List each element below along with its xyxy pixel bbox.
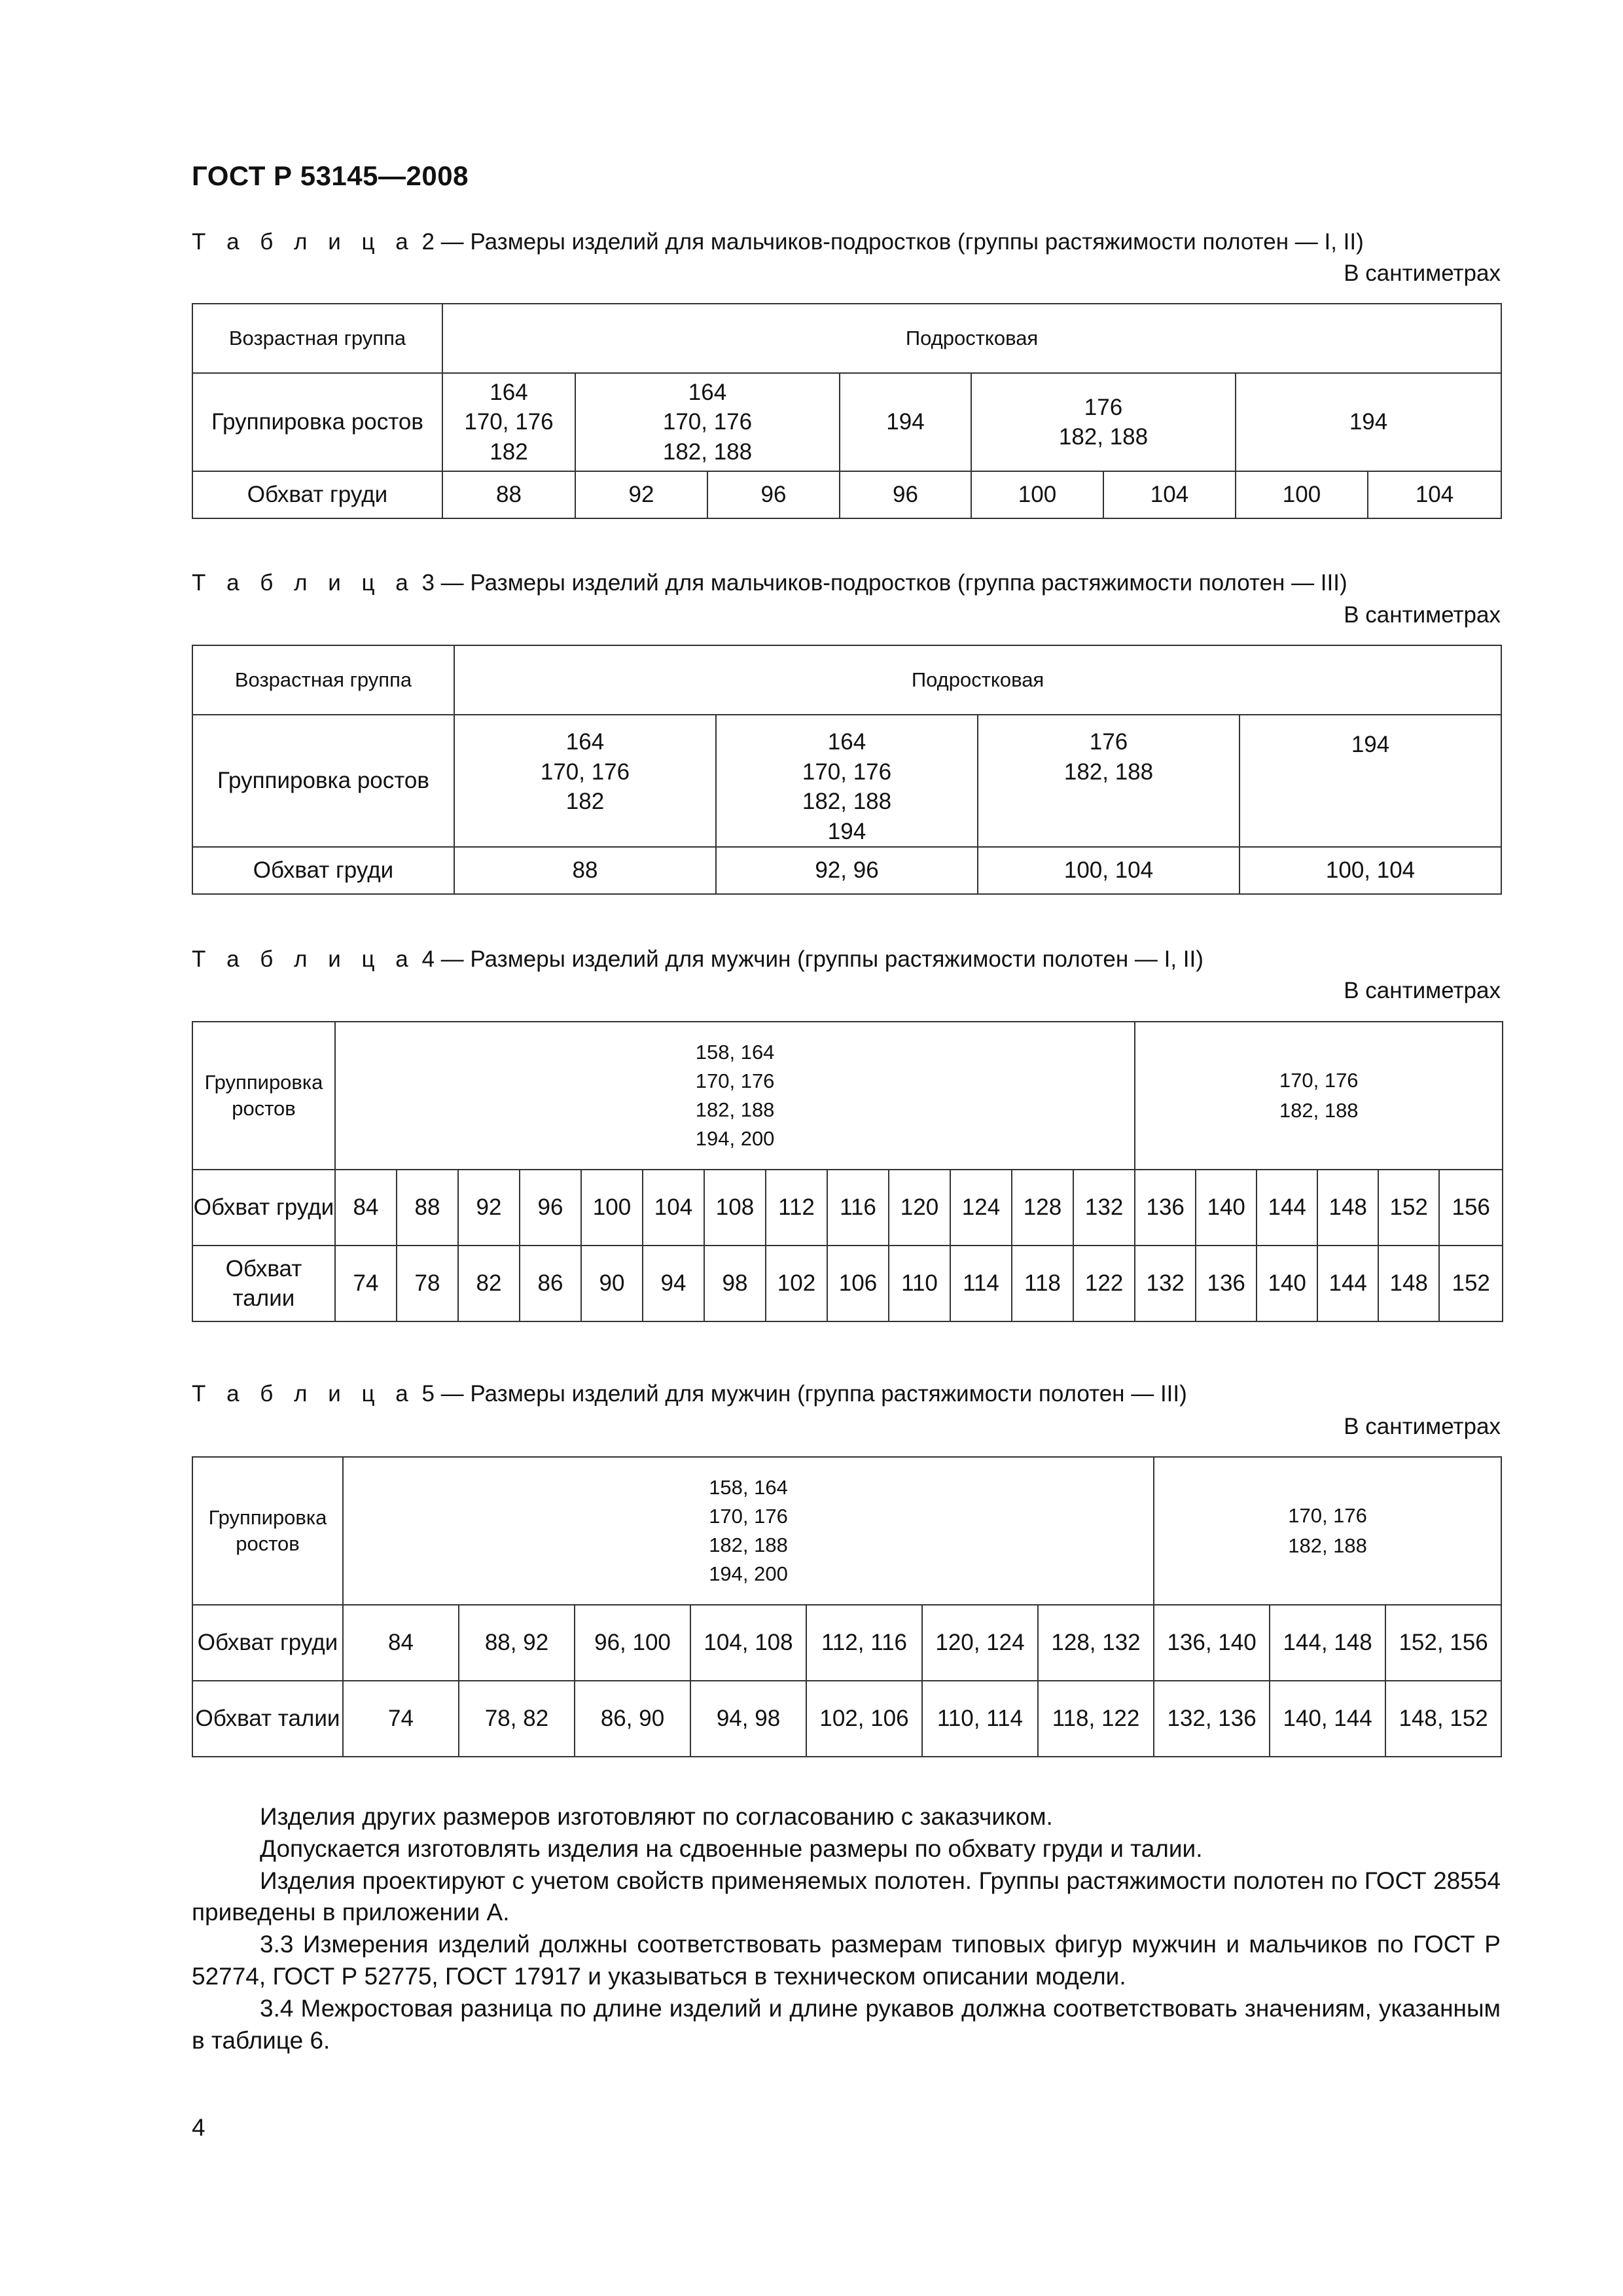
chest-cell: 88, 92 [459, 1605, 575, 1681]
waist-cell: 152 [1439, 1246, 1503, 1321]
chest-cell: 84 [343, 1605, 459, 1681]
height-cell: 194 [1240, 715, 1501, 847]
table5-number: 5 [421, 1381, 435, 1407]
chest-cell: 136, 140 [1154, 1605, 1270, 1681]
waist-label: Обхват талии [192, 1681, 343, 1757]
height-group-label: Группировка ростов [192, 1457, 343, 1605]
chest-cell: 96 [520, 1170, 581, 1246]
waist-cell: 78, 82 [459, 1681, 575, 1757]
waist-cell: 118 [1012, 1246, 1073, 1321]
chest-cell: 144 [1257, 1170, 1317, 1246]
waist-cell: 102, 106 [806, 1681, 922, 1757]
table2-label: Т а б л и ц а [192, 229, 416, 255]
table-3 [192, 645, 1502, 895]
height-cell: 176 182, 188 [971, 373, 1236, 471]
table5-label: Т а б л и ц а [192, 1381, 416, 1407]
waist-cell: 140, 144 [1270, 1681, 1385, 1757]
table2-caption [192, 229, 1364, 255]
height-cell: 164 170, 176 182 [442, 373, 575, 471]
chest-cell: 100 [971, 471, 1103, 518]
height-cell: 158, 164 170, 176 182, 188 194, 200 [335, 1022, 1135, 1170]
chest-cell: 88 [442, 471, 575, 518]
height-cell: 194 [1236, 373, 1501, 471]
table-5 [192, 1456, 1502, 1757]
chest-cell: 104, 108 [690, 1605, 806, 1681]
table4-caption [192, 946, 1204, 973]
chest-cell: 140 [1196, 1170, 1257, 1246]
waist-label: Обхват талии [192, 1246, 335, 1321]
table3-units: В сантиметрах [1344, 602, 1501, 628]
height-cell: 164 170, 176 182, 188 [575, 373, 840, 471]
waist-cell: 110 [889, 1246, 950, 1321]
chest-cell: 88 [397, 1170, 458, 1246]
height-group-label: Группировка ростов [192, 373, 442, 471]
chest-cell: 148 [1317, 1170, 1378, 1246]
table4-label: Т а б л и ц а [192, 946, 416, 972]
chest-cell: 116 [827, 1170, 889, 1246]
paragraph: 3.3 Измерения изделий должны соответствовать размерам типовых фигур мужчин и мальчиков по ГОСТ Р 52774, ГОСТ Р 52775, ГОСТ 17917 и указываться в техническом описании модели. [192, 1931, 1501, 1990]
table3-label: Т а б л и ц а [192, 570, 416, 596]
waist-cell: 114 [950, 1246, 1012, 1321]
height-group-label: Группировка ростов [192, 1022, 335, 1170]
height-cell: 194 [840, 373, 971, 471]
chest-cell: 88 [454, 847, 716, 894]
waist-cell: 110, 114 [922, 1681, 1038, 1757]
chest-cell: 92 [575, 471, 707, 518]
waist-cell: 132, 136 [1154, 1681, 1270, 1757]
chest-cell: 112 [766, 1170, 827, 1246]
waist-cell: 140 [1257, 1246, 1317, 1321]
waist-cell: 78 [397, 1246, 458, 1321]
waist-cell: 148 [1378, 1246, 1439, 1321]
waist-cell: 90 [581, 1246, 643, 1321]
height-cell: 164 170, 176 182, 188 194 [716, 715, 978, 847]
chest-cell: 124 [950, 1170, 1012, 1246]
chest-cell: 96 [840, 471, 971, 518]
chest-label: Обхват груди [192, 1170, 335, 1246]
chest-cell: 144, 148 [1270, 1605, 1385, 1681]
paragraph: Изделия проектируют с учетом свойств применяемых полотен. Группы растяжимости полотен по ГОСТ 28554 приведены в приложении А. [192, 1867, 1501, 1926]
table2-title: — Размеры изделий для мальчиков-подростков (группы растяжимости полотен — I, II) [440, 229, 1364, 255]
age-group-value: Подростковая [454, 645, 1501, 715]
table4-units: В сантиметрах [1344, 978, 1501, 1003]
chest-cell: 104 [643, 1170, 704, 1246]
table5-title: — Размеры изделий для мужчин (группа растяжимости полотен — III) [440, 1381, 1187, 1407]
waist-row [192, 1681, 1501, 1757]
waist-cell: 132 [1135, 1246, 1196, 1321]
table4-title: — Размеры изделий для мужчин (группы растяжимости полотен — I, II) [440, 946, 1204, 972]
chest-cell: 156 [1439, 1170, 1503, 1246]
chest-row [192, 1170, 1503, 1246]
paragraph: 3.4 Межростовая разница по длине изделий и длине рукавов должна соответствовать значениям, указанным в таблице 6. [192, 1994, 1501, 2054]
table2-number: 2 [421, 229, 435, 255]
table3-number: 3 [421, 570, 435, 596]
waist-cell: 118, 122 [1038, 1681, 1154, 1757]
height-cell: 170, 176 182, 188 [1135, 1022, 1503, 1170]
paragraph: Допускается изготовлять изделия на сдвоенные размеры по обхвату груди и талии. [260, 1835, 1203, 1862]
chest-cell: 100 [581, 1170, 643, 1246]
table5-caption [192, 1381, 1187, 1407]
height-cell: 176 182, 188 [978, 715, 1240, 847]
chest-cell: 84 [335, 1170, 397, 1246]
age-group-label: Возрастная группа [192, 645, 454, 715]
waist-cell: 122 [1073, 1246, 1135, 1321]
chest-cell: 92 [458, 1170, 520, 1246]
waist-cell: 86 [520, 1246, 581, 1321]
table3-caption [192, 570, 1347, 596]
chest-row [192, 1605, 1501, 1681]
height-cell: 158, 164 170, 176 182, 188 194, 200 [343, 1457, 1154, 1605]
table5-units: В сантиметрах [1344, 1414, 1501, 1439]
waist-cell: 106 [827, 1246, 889, 1321]
chest-cell: 104 [1103, 471, 1236, 518]
body-text [192, 1801, 1501, 2057]
waist-cell: 94, 98 [690, 1681, 806, 1757]
waist-cell: 94 [643, 1246, 704, 1321]
chest-cell: 136 [1135, 1170, 1196, 1246]
chest-cell: 132 [1073, 1170, 1135, 1246]
chest-label: Обхват груди [192, 1605, 343, 1681]
waist-cell: 86, 90 [575, 1681, 690, 1757]
waist-cell: 82 [458, 1246, 520, 1321]
chest-cell: 112, 116 [806, 1605, 922, 1681]
waist-cell: 148, 152 [1385, 1681, 1501, 1757]
chest-cell: 96, 100 [575, 1605, 690, 1681]
height-cell: 164 170, 176 182 [454, 715, 716, 847]
chest-cell: 120, 124 [922, 1605, 1038, 1681]
waist-cell: 74 [343, 1681, 459, 1757]
table-4 [192, 1021, 1503, 1322]
height-group-label: Группировка ростов [192, 715, 454, 847]
waist-cell: 74 [335, 1246, 397, 1321]
chest-cell: 108 [704, 1170, 766, 1246]
chest-label: Обхват груди [192, 847, 454, 894]
table-2 [192, 303, 1502, 519]
waist-cell: 144 [1317, 1246, 1378, 1321]
waist-row [192, 1246, 1503, 1321]
chest-cell: 96 [707, 471, 840, 518]
chest-cell: 120 [889, 1170, 950, 1246]
chest-cell: 152, 156 [1385, 1605, 1501, 1681]
table2-units: В сантиметрах [1344, 260, 1501, 286]
chest-cell: 128, 132 [1038, 1605, 1154, 1681]
height-cell: 170, 176 182, 188 [1154, 1457, 1501, 1605]
chest-cell: 128 [1012, 1170, 1073, 1246]
chest-label: Обхват груди [192, 471, 442, 518]
chest-cell: 100, 104 [1240, 847, 1501, 894]
age-group-value: Подростковая [442, 304, 1501, 373]
paragraph: Изделия других размеров изготовляют по согласованию с заказчиком. [260, 1803, 1053, 1830]
document-header: ГОСТ Р 53145—2008 [192, 160, 469, 191]
waist-cell: 102 [766, 1246, 827, 1321]
chest-cell: 100, 104 [978, 847, 1240, 894]
waist-cell: 136 [1196, 1246, 1257, 1321]
chest-cell: 104 [1368, 471, 1501, 518]
chest-cell: 92, 96 [716, 847, 978, 894]
chest-cell: 100 [1236, 471, 1368, 518]
chest-cell: 152 [1378, 1170, 1439, 1246]
waist-cell: 98 [704, 1246, 766, 1321]
table3-title: — Размеры изделий для мальчиков-подростков (группа растяжимости полотен — III) [440, 570, 1347, 596]
age-group-label: Возрастная группа [192, 304, 442, 373]
table4-number: 4 [421, 946, 435, 972]
page-number: 4 [192, 2114, 205, 2141]
